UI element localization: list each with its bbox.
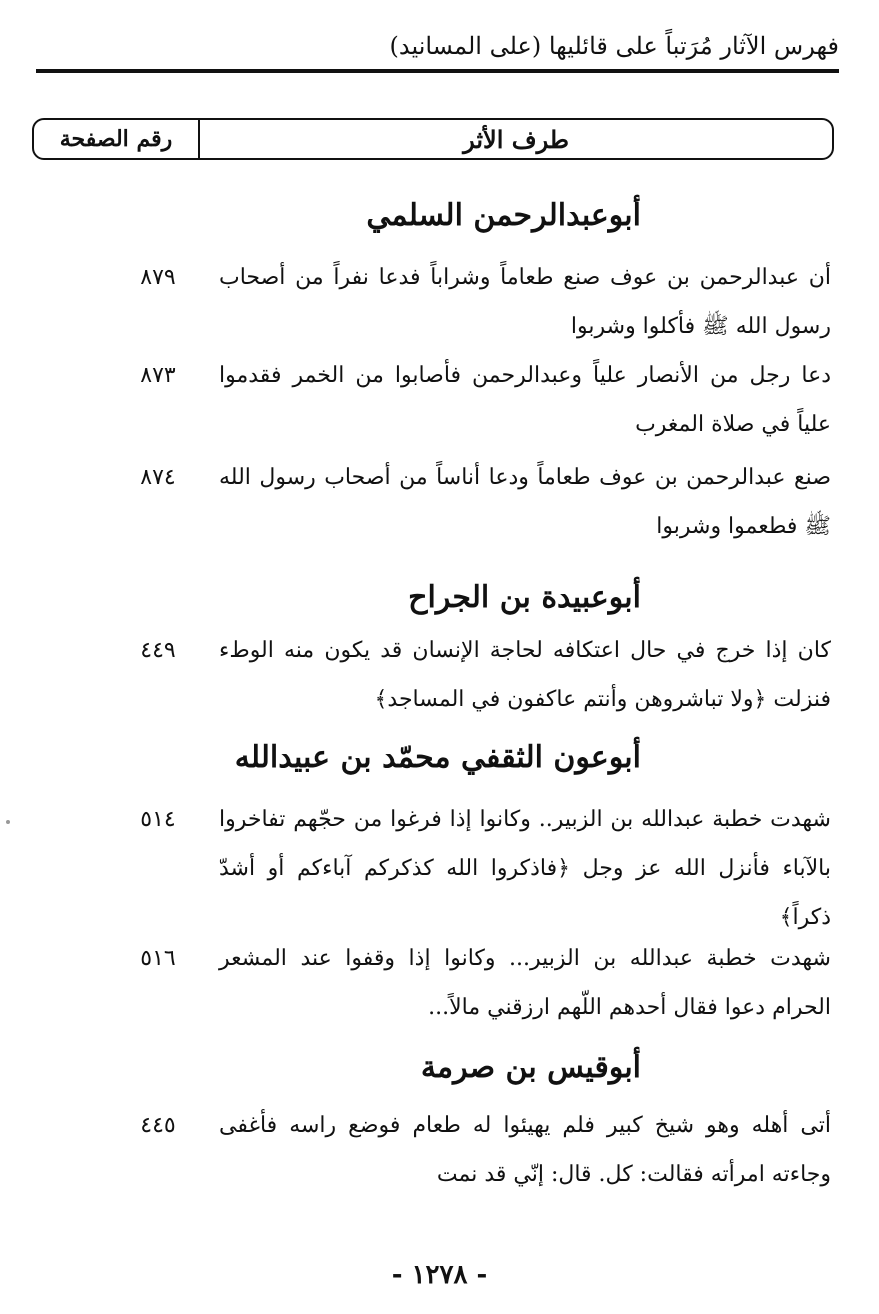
scan-speck [6,820,10,824]
entry-text: كان إذا خرج في حال اعتكافه لحاجة الإنسان قد يكون منه الوطء فنزلت ﴿ولا تباشروهن وأنتم عاكفون في المساجد﴾ [219,638,831,712]
entry-text: دعا رجل من الأنصار علياً وعبدالرحمن فأصابوا من الخمر فقدموا علياً في صلاة المغرب [219,363,831,437]
section-title: أبوعون الثقفي محمّد بن عبيدالله [234,740,641,775]
entry-text: أتى أهله وهو شيخ كبير فلم يهيئوا له طعام فوضع راسه فأغفى وجاءته امرأته فقالت: كل. قال: إنّي قد نمت [219,1113,831,1187]
entry-text: أن عبدالرحمن بن عوف صنع طعاماً وشراباً فدعا نفراً من أصحاب رسول الله ﷺ فأكلوا وشربوا [219,265,831,339]
page-number-footer: - ١٢٧٨ - [391,1260,488,1290]
entry-page-number: ٥١٦ [140,946,176,971]
entry-page-number: ٤٤٩ [140,638,176,663]
column-header-box [32,118,834,160]
entry-page-number: ٤٤٥ [140,1113,176,1138]
entry-page-number: ٨٧٣ [140,363,176,388]
entry-page-number: ٨٧٩ [140,265,176,290]
entry-page-number: ٥١٤ [140,807,176,832]
entry-text: صنع عبدالرحمن بن عوف طعاماً ودعا أناساً من أصحاب رسول الله ﷺ فطعموا وشربوا [219,465,831,539]
column-header-text: طرف الأثر [198,120,832,158]
section-title: أبوقيس بن صرمة [420,1050,641,1085]
running-header-title: فهرس الآثار مُرَتباً على قائليها (على المسانيد) [389,32,839,60]
header-rule [36,69,839,73]
entry-text: شهدت خطبة عبدالله بن الزبير... وكانوا إذا وقفوا عند المشعر الحرام دعوا فقال أحدهم اللّهم ارزقني مالاً... [219,946,831,1020]
entry-text: شهدت خطبة عبدالله بن الزبير.. وكانوا إذا فرغوا من حجّهم تفاخروا بالآباء فأنزل الله عز وجل ﴿فاذكروا الله كذكركم آباءكم أو أشدّ ذكراً﴾ [219,807,831,930]
section-title: أبوعبدالرحمن السلمي [366,198,641,233]
entry-page-number: ٨٧٤ [140,465,176,490]
column-header-page: رقم الصفحة [59,126,173,152]
section-title: أبوعبيدة بن الجراح [408,580,641,615]
